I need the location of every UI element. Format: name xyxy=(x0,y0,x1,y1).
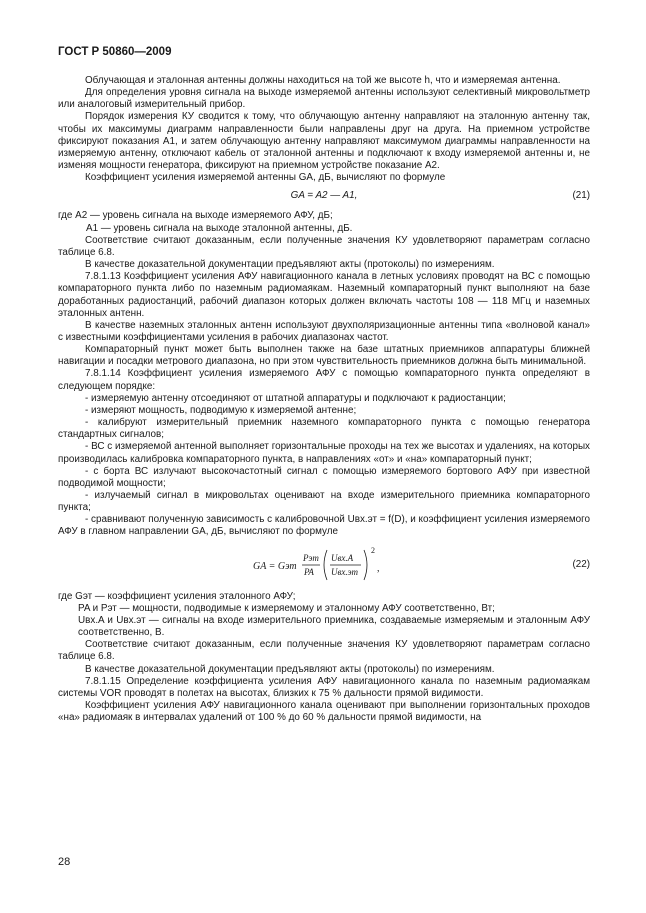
list-item: - калибруют измерительный приемник наземного компараторного пункта с помощью генератора стандартных сигналов; xyxy=(58,417,590,441)
paragraph: Коэффициент усиления измеряемой антенны GA, дБ, вычисляют по формуле xyxy=(85,172,446,184)
formula-22-u-numerator: Uвх.A xyxy=(331,552,354,563)
paragraph: 7.8.1.13 Коэффициент усиления АФУ навигационного канала в летных условиях проводят на ВС с помощью компараторного пункта либо по наземным радиомаякам. Наземный компараторный пункт выполняют на базе доработанных радиостанций, рабочий диапазон которых должен включать частоты 108 — 118 МГц и наземных эталонных антенн. xyxy=(58,271,590,319)
paragraph: В качестве доказательной документации предъявляют акты (протоколы) по измерениям. xyxy=(85,259,495,271)
where-clause: где A2 — уровень сигнала на выходе измеряемого АФУ, дБ; xyxy=(58,210,333,222)
paragraph: Соответствие считают доказанным, если полученные значения КУ удовлетворяют параметрам согласно таблице 6.8. xyxy=(58,234,590,258)
list-item: - сравнивают полученную зависимость с калибровочной Uвх.эт = f(D), и коэффициент усиления измеряемого АФУ в главном направлении GA, дБ, вычисляют по формуле xyxy=(58,514,590,538)
formula-22-number: (22) xyxy=(572,558,590,570)
paragraph: Коэффициент усиления АФУ навигационного канала оценивают при выполнении горизонтальных проходов «на» радиомаяк в интервалах удалений от 100 % до 60 % дальности прямой видимости, на xyxy=(58,700,590,724)
document-header: ГОСТ Р 50860—2009 xyxy=(58,46,172,58)
page-body xyxy=(58,75,590,724)
where-clause: A1 — уровень сигнала на выходе эталонной антенны, дБ. xyxy=(86,222,353,234)
paragraph: 7.8.1.15 Определение коэффициента усиления АФУ навигационного канала по наземным радиомаякам системы VOR проводят в полетах на высотах, близких к 75 % дальности прямой видимости. xyxy=(58,675,590,699)
where-clause: Uвх.A и Uвх.эт — сигналы на входе измерительного приемника, создаваемые измеряемым и эталонным АФУ соответственно, В. xyxy=(78,614,590,639)
paragraph: Для определения уровня сигнала на выходе измеряемой антенны используют селективный микровольтметр или аналоговый измерительный прибор. xyxy=(58,87,590,111)
paragraph: 7.8.1.14 Коэффициент усиления измеряемого АФУ с помощью компараторного пункта определяют в следующем порядке: xyxy=(58,368,590,392)
paragraph: Компараторный пункт может быть выполнен также на базе штатных приемников аппаратуры ближней навигации и посадки метрового диапазона, но при этом чувствительность приемников должна быть минимальной. xyxy=(58,344,590,368)
paragraph: Соответствие считают доказанным, если полученные значения КУ удовлетворяют параметрам согласно таблице 6.8. xyxy=(58,639,590,663)
paragraph: В качестве доказательной документации предъявляют акты (протоколы) по измерениям. xyxy=(85,663,495,675)
formula-22-expression xyxy=(253,545,413,585)
page-number: 28 xyxy=(58,856,71,868)
formula-22-p-denominator: PA xyxy=(304,566,314,577)
paragraph: Облучающая и эталонная антенны должны находиться на той же высоте h, что и измеряемая антенна. xyxy=(85,75,561,86)
list-item: - с борта ВС излучают высокочастотный сигнал с помощью измеряемого бортового АФУ при известной подводимой мощности; xyxy=(58,465,590,489)
list-item: - измеряемую антенну отсоединяют от штатной аппаратуры и подключают к радиостанции; xyxy=(85,392,506,404)
list-item: - измеряют мощность, подводимую к измеряемой антенне; xyxy=(85,404,357,416)
paragraph: В качестве наземных эталонных антенн используют двухполяризационные антенны типа «волновой канал» с известными коэффициентами усиления в рабочих диапазонах частот. xyxy=(58,319,590,343)
list-item: - ВС с измеряемой антенной выполняет горизонтальные проходы на тех же высотах и удалениях, на которых производилась калибровка компараторного пункта, в направлениях «от» и «на» компараторный пункт; xyxy=(58,441,590,465)
formula-21 xyxy=(58,190,590,205)
formula-22 xyxy=(58,545,590,585)
formula-22-p-numerator: Pэт xyxy=(303,552,319,563)
svg-text:,: , xyxy=(377,562,380,574)
formula-22-u-denominator: Uвх.эт xyxy=(331,566,358,577)
formula-22-lhs: GA = Gэт xyxy=(253,560,297,572)
formula-21-expression: GA = A2 — A1, xyxy=(290,190,358,202)
formula-21-number: (21) xyxy=(572,190,590,202)
paragraph: Порядок измерения КУ сводится к тому, что облучающую антенну направляют на эталонную антенну так, чтобы их максимумы диаграмм направленности были направлены друг на друга. На приемном устройстве фиксируют показания A1, и затем облучающую антенну направляют максимумом диаграммы направленности на измеряемую антенну, отключают кабель от эталонной антенны и подключают к входу измеряемой антенны и, не изменяя мощности генератора, фиксируют на приемном устройстве показание A2. xyxy=(58,111,590,172)
list-item: - излучаемый сигнал в микровольтах оценивают на входе измерительного приемника компараторного пункта; xyxy=(58,490,590,514)
formula-22-exponent: 2 xyxy=(371,545,375,555)
where-clause: где Gэт — коэффициент усиления эталонного АФУ; xyxy=(58,590,296,602)
where-clause: PA и Pэт — мощности, подводимые к измеряемому и эталонному АФУ соответственно, Вт; xyxy=(78,602,495,614)
